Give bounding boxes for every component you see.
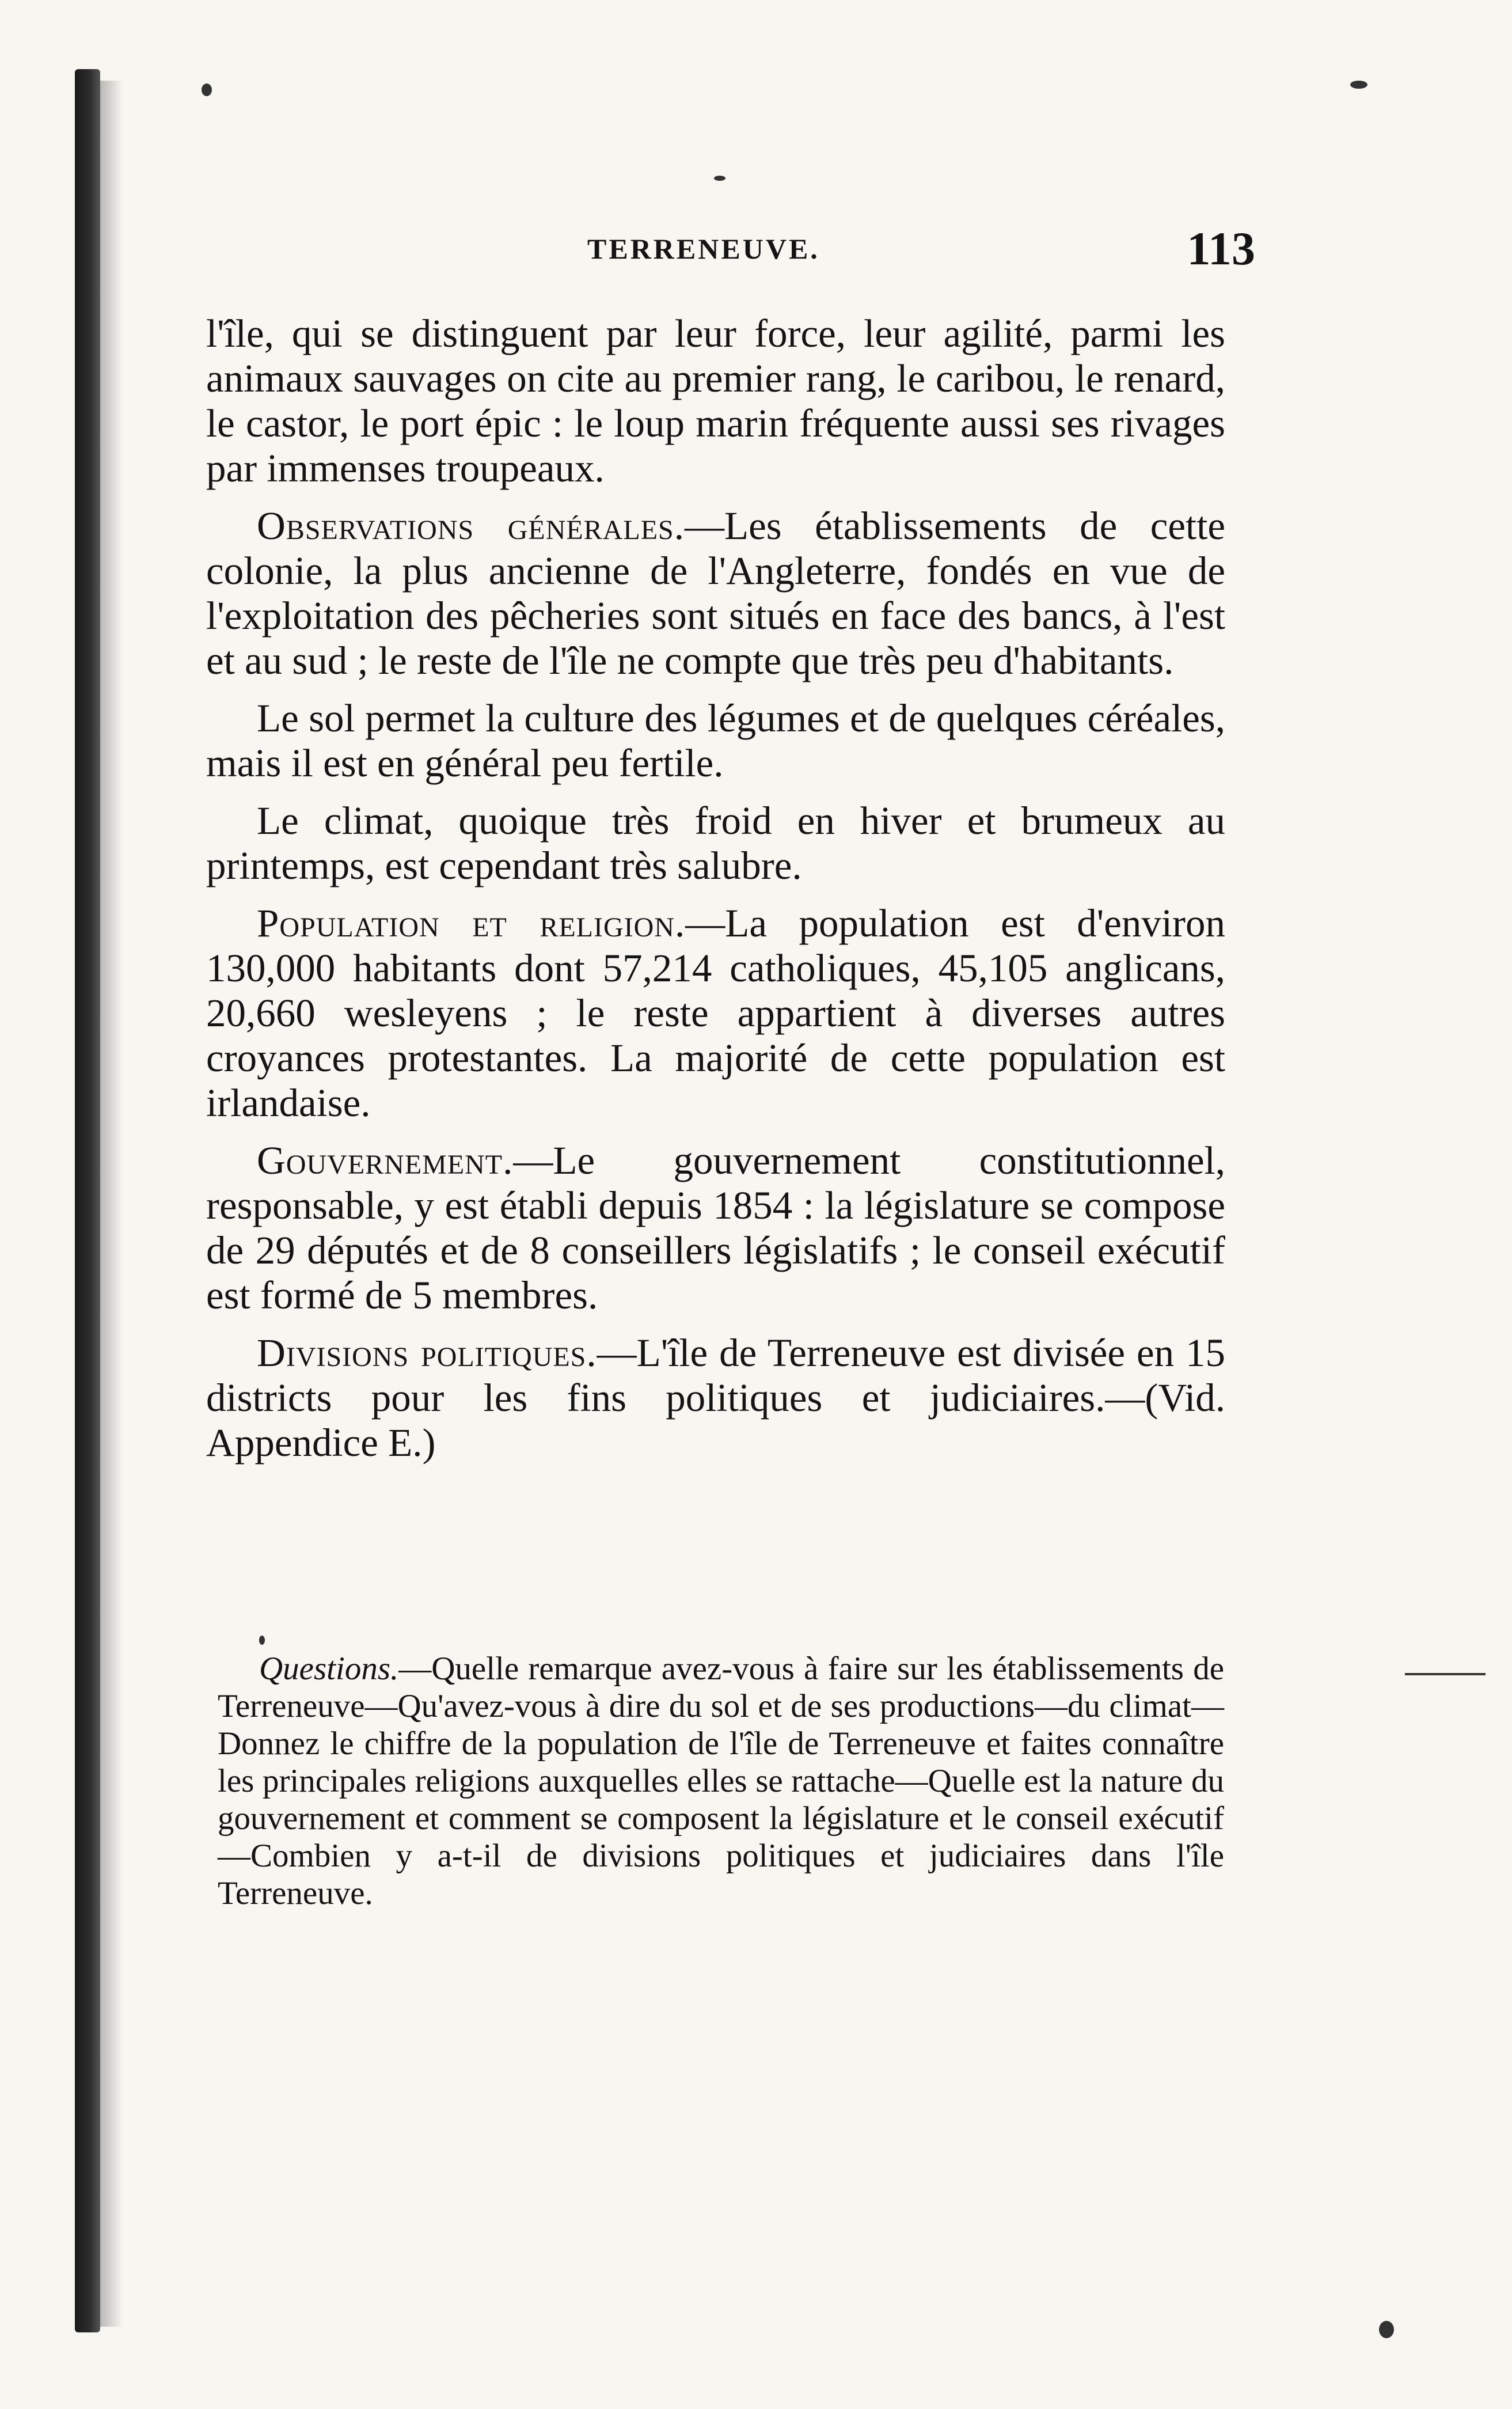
paragraph-text: l'île, qui se distinguent par leur force, leur agilité, parmi les animaux sauvages on cite au premier rang, le caribou, le renard, le castor, le port épic : le loup marin fréquente aussi ses rivages par immenses troupeaux. [206, 312, 1225, 490]
questions-text: —Quelle remarque avez-vous à faire sur les établissements de Terreneuve—Qu'avez-vous à dire du sol et de ses productions—du climat—Donnez le chiffre de la population de l'île de Terreneuve et faites connaître les principales religions auxquelles elles se rattache—Quelle est la nature du gouvernement et comment se composent la législature et le conseil exécutif—Combien y a-t-il de divisions politiques et judiciaires dans l'île Terreneuve. [218, 1651, 1224, 1911]
paragraph-soil [206, 696, 1225, 786]
paragraph-text: Le sol permet la culture des légumes et de quelques céréales, mais il est en général peu fertile. [206, 696, 1225, 785]
paragraph-government [206, 1138, 1225, 1318]
running-head [207, 222, 1255, 274]
body-text [206, 311, 1225, 1478]
binding-shadow [100, 81, 123, 2327]
section-heading: Divisions politiques. [257, 1331, 597, 1375]
binding-edge [75, 69, 100, 2332]
section-heading: Population et religion. [257, 901, 686, 945]
ink-speck [1379, 2321, 1394, 2338]
ink-speck [259, 1636, 265, 1645]
paragraph-text: —Les établissements de cette colonie, la plus ancienne de l'Angleterre, fondés en vue de l'exploitation des pêcheries sont situés en face des bancs, à l'est et au sud ; le reste de l'île ne compte que très peu d'habitants. [206, 504, 1225, 682]
questions-block [218, 1650, 1224, 1912]
running-title: TERRENEUVE. [587, 233, 820, 265]
paragraph-population [206, 901, 1225, 1125]
ink-speck [202, 84, 212, 96]
ink-speck [1350, 81, 1367, 89]
paragraph-observations [206, 503, 1225, 683]
paragraph-text: —La population est d'environ 130,000 habitants dont 57,214 catholiques, 45,105 anglicans, 20,660 wesleyens ; le reste appartient à diverses autres croyances protestantes. La majorité de cette population est irlandaise. [206, 901, 1226, 1125]
paragraph-fauna [206, 311, 1225, 491]
section-heading: Observations générales. [257, 504, 685, 548]
paragraph-text: —L'île de Terreneuve est divisée en 15 districts pour les fins politiques et judiciaires.—(Vid. Appendice E.) [206, 1331, 1225, 1465]
page-number: 113 [1187, 222, 1255, 275]
questions-label: Questions. [259, 1651, 399, 1687]
ink-speck [714, 176, 725, 181]
paragraph-divisions [206, 1330, 1225, 1465]
margin-rule [1405, 1673, 1486, 1675]
paragraph-text: Le climat, quoique très froid en hiver et brumeux au printemps, est cependant très salubre. [206, 799, 1225, 887]
paragraph-climate [206, 798, 1225, 888]
paragraph-text: —Le gouvernement constitutionnel, responsable, y est établi depuis 1854 : la législature se compose de 29 députés et de 8 conseillers législatifs ; le conseil exécutif est formé de 5 membres. [206, 1139, 1225, 1317]
section-heading: Gouvernement. [257, 1139, 514, 1182]
